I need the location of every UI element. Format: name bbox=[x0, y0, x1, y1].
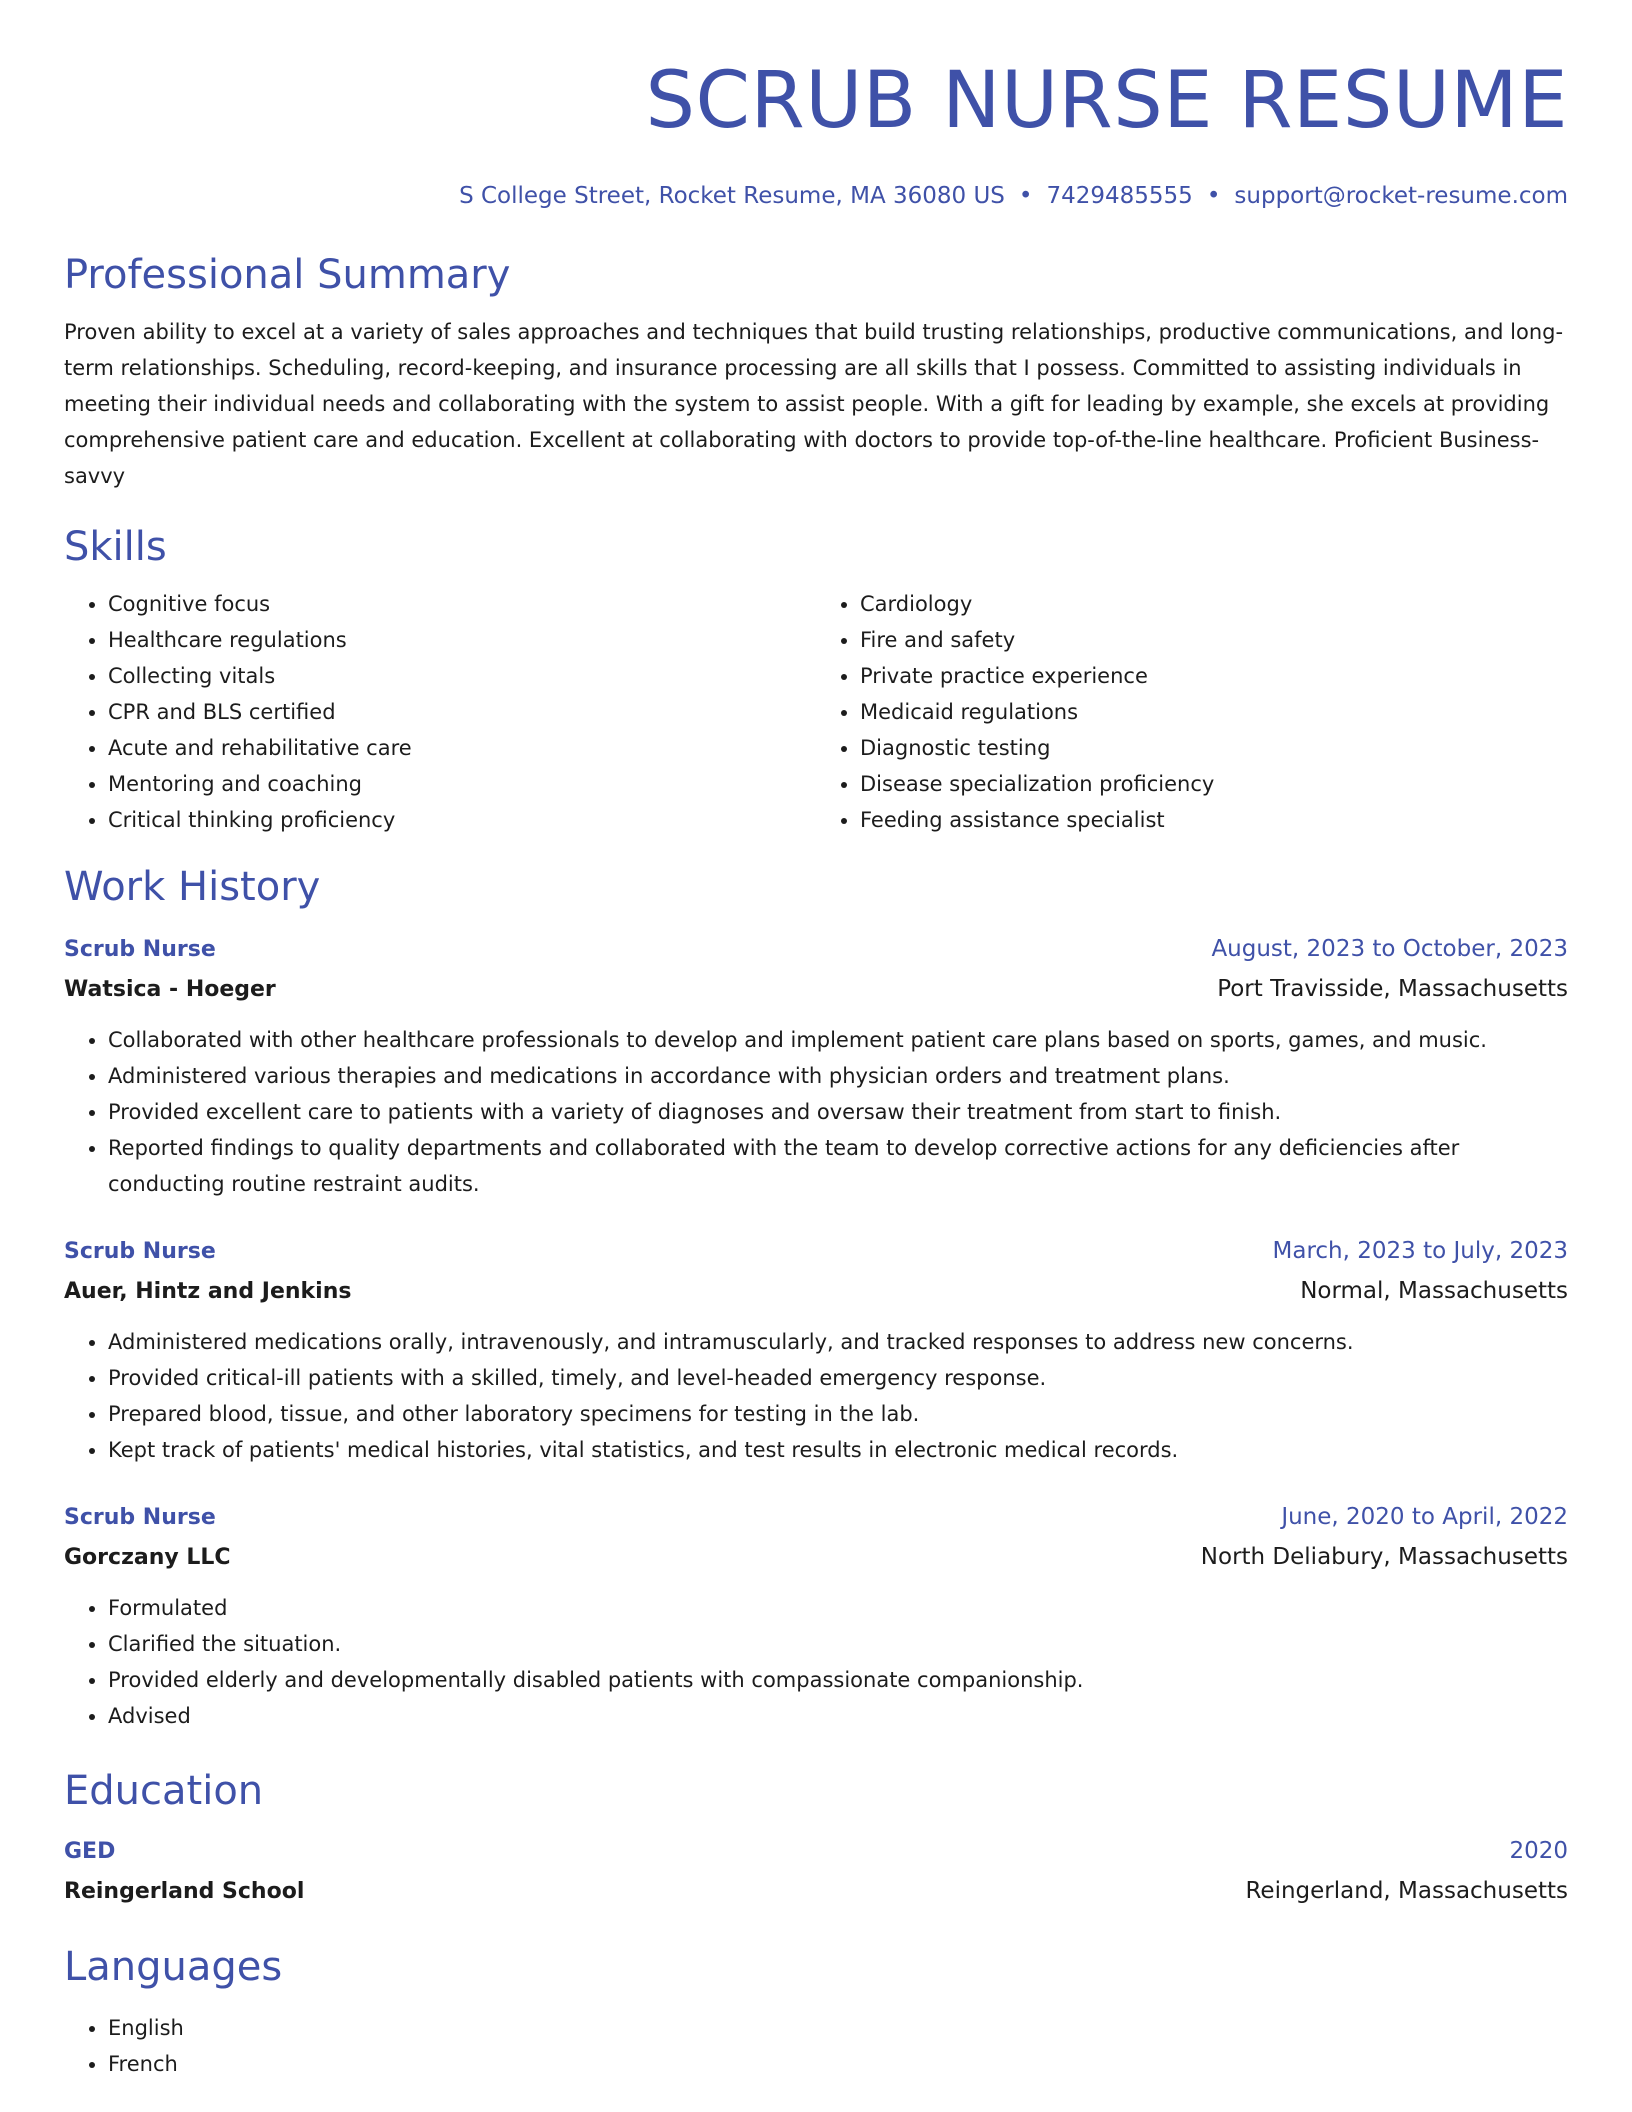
job-company: Gorczany LLC bbox=[64, 1545, 231, 1570]
job-location: Port Travisside, Massachusetts bbox=[1217, 976, 1568, 1002]
skill-item: • Medicaid regulations bbox=[860, 694, 1568, 730]
contact-address: S College Street, Rocket Resume, MA 36080 US bbox=[459, 183, 1005, 209]
job-bullet: • Provided elderly and developmentally disabled patients with compassionate companionship. bbox=[108, 1662, 1568, 1698]
skill-item: • Acute and rehabilitative care bbox=[108, 730, 816, 766]
job-bullet: • Administered medications orally, intravenously, and intramuscularly, and tracked responses to address new concerns. bbox=[108, 1324, 1568, 1360]
skills-list bbox=[64, 586, 1568, 838]
job-dates: August, 2023 to October, 2023 bbox=[1211, 936, 1568, 962]
skills-heading: Skills bbox=[64, 524, 167, 570]
resume-title: SCRUB NURSE RESUME bbox=[645, 56, 1568, 146]
skill-item: • Healthcare regulations bbox=[108, 622, 816, 658]
job-location: Normal, Massachusetts bbox=[1300, 1278, 1568, 1304]
job-header-row bbox=[64, 1232, 1568, 1271]
summary-text: Proven ability to excel at a variety of sales approaches and techniques that build trusting relationships, productive communications, and long-term relationships. Scheduling, record-keeping, and insurance processing are all skills that I possess. Committed to assisting individuals in meeting their individual needs and collaborating with the system to assist people. With a gift for leading by example, she excels at providing comprehensive patient care and education. Excellent at collaborating with doctors to provide top-of-the-line healthcare. Proficient Business-savvy bbox=[64, 320, 1564, 488]
summary-heading: Professional Summary bbox=[64, 252, 511, 298]
work-history-heading: Work History bbox=[64, 864, 321, 910]
skill-item: • Disease specialization proficiency bbox=[860, 766, 1568, 802]
contact-separator: • bbox=[1206, 183, 1221, 209]
contact-separator: • bbox=[1018, 183, 1033, 209]
job-employer-row bbox=[64, 969, 1568, 1010]
job-bullet: • Collaborated with other healthcare professionals to develop and implement patient care plans based on sports, games, and music. bbox=[108, 1022, 1568, 1058]
skills-column-left bbox=[64, 586, 816, 838]
languages-list bbox=[64, 2010, 1568, 2082]
education-school-row bbox=[64, 1871, 1568, 1912]
education-school: Reingerland School bbox=[64, 1879, 305, 1904]
job-title: Scrub Nurse bbox=[64, 937, 216, 962]
education-header-row bbox=[64, 1832, 1568, 1871]
language-item: • French bbox=[108, 2046, 1568, 2082]
job-entry bbox=[64, 1232, 1568, 1468]
skill-item: • Cognitive focus bbox=[108, 586, 816, 622]
language-item: • English bbox=[108, 2010, 1568, 2046]
job-company: Auer, Hintz and Jenkins bbox=[64, 1279, 352, 1304]
job-entry bbox=[64, 1498, 1568, 1734]
contact-email: support@rocket-resume.com bbox=[1234, 183, 1568, 209]
job-bullets bbox=[64, 1324, 1568, 1468]
skill-item: • Diagnostic testing bbox=[860, 730, 1568, 766]
education-location: Reingerland, Massachusetts bbox=[1245, 1878, 1568, 1904]
job-header-row bbox=[64, 930, 1568, 969]
job-dates: March, 2023 to July, 2023 bbox=[1272, 1238, 1568, 1264]
job-bullet: • Reported findings to quality departments and collaborated with the team to develop corrective actions for any deficiencies after conducting routine restraint audits. bbox=[108, 1130, 1568, 1202]
skill-item: • Cardiology bbox=[860, 586, 1568, 622]
skill-item: • Mentoring and coaching bbox=[108, 766, 816, 802]
job-title: Scrub Nurse bbox=[64, 1505, 216, 1530]
job-bullet: • Provided excellent care to patients with a variety of diagnoses and oversaw their treatment from start to finish. bbox=[108, 1094, 1568, 1130]
skills-column-right bbox=[816, 586, 1568, 838]
job-title: Scrub Nurse bbox=[64, 1239, 216, 1264]
job-dates: June, 2020 to April, 2022 bbox=[1281, 1504, 1568, 1530]
job-company: Watsica - Hoeger bbox=[64, 977, 276, 1002]
job-bullets bbox=[64, 1590, 1568, 1734]
job-location: North Deliabury, Massachusetts bbox=[1200, 1544, 1568, 1570]
job-entry bbox=[64, 930, 1568, 1202]
resume-page bbox=[64, 0, 1568, 2082]
skill-item: • Fire and safety bbox=[860, 622, 1568, 658]
job-employer-row bbox=[64, 1537, 1568, 1578]
education-year: 2020 bbox=[1509, 1838, 1568, 1864]
job-header-row bbox=[64, 1498, 1568, 1537]
education-degree: GED bbox=[64, 1839, 116, 1864]
job-bullet: • Prepared blood, tissue, and other laboratory specimens for testing in the lab. bbox=[108, 1396, 1568, 1432]
job-bullet: • Provided critical-ill patients with a skilled, timely, and level-headed emergency response. bbox=[108, 1360, 1568, 1396]
skill-item: • Private practice experience bbox=[860, 658, 1568, 694]
languages-heading: Languages bbox=[64, 1944, 283, 1990]
job-bullet: • Advised bbox=[108, 1698, 1568, 1734]
job-bullet: • Formulated bbox=[108, 1590, 1568, 1626]
contact-phone: 7429485555 bbox=[1046, 183, 1193, 209]
skill-item: • CPR and BLS certified bbox=[108, 694, 816, 730]
job-employer-row bbox=[64, 1271, 1568, 1312]
skill-item: • Collecting vitals bbox=[108, 658, 816, 694]
skill-item: • Feeding assistance specialist bbox=[860, 802, 1568, 838]
education-heading: Education bbox=[64, 1768, 264, 1814]
job-bullet: • Administered various therapies and medications in accordance with physician orders and treatment plans. bbox=[108, 1058, 1568, 1094]
job-bullet: • Clarified the situation. bbox=[108, 1626, 1568, 1662]
skill-item: • Critical thinking proficiency bbox=[108, 802, 816, 838]
education-entry bbox=[64, 1832, 1568, 1912]
job-bullets bbox=[64, 1022, 1568, 1202]
contact-line bbox=[64, 180, 1568, 212]
job-bullet: • Kept track of patients' medical histories, vital statistics, and test results in electronic medical records. bbox=[108, 1432, 1568, 1468]
